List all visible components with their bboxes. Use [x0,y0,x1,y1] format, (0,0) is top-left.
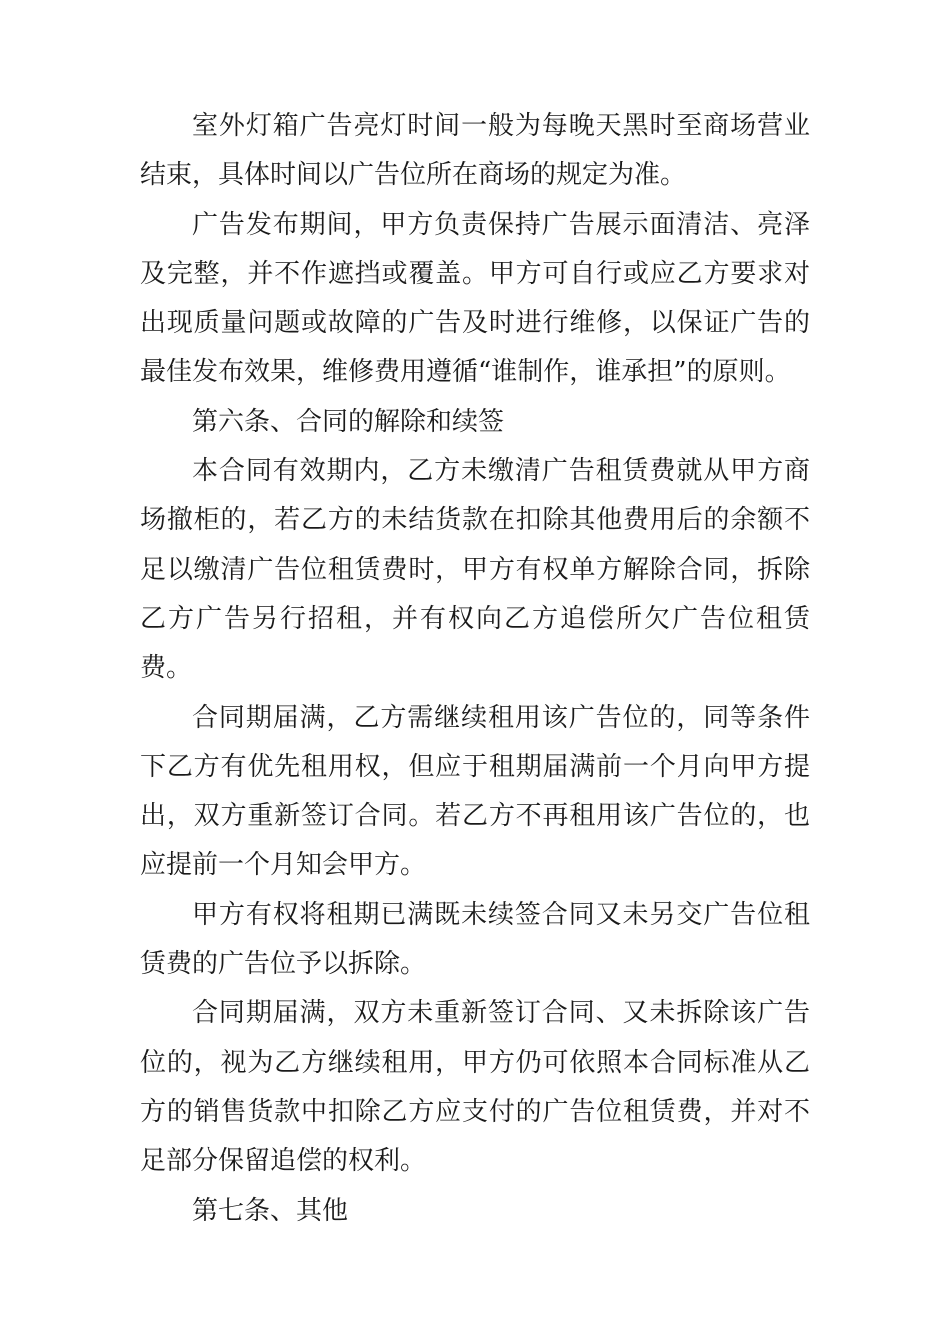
section-heading-article-7: 第七条、其他 [192,1195,349,1226]
paragraph-renewal: 合同期届满，乙方需继续租用该广告位的，同等条件下乙方有优先租用权，但应于租期届满前一个月向甲方提出，双方重新签订合同。若乙方不再租用该广告位的，也应提前一个月知会甲方。 [140,702,810,881]
document-body [140,102,810,1236]
paragraph-maintenance: 广告发布期间，甲方负责保持广告展示面清洁、亮泽及完整，并不作遮挡或覆盖。甲方可自行或应乙方要求对出现质量问题或故障的广告及时进行维修，以保证广告的最佳发布效果，维修费用遵循“谁制作，谁承担”的原则。 [140,209,810,388]
paragraph-lighting-hours: 室外灯箱广告亮灯时间一般为每晚天黑时至商场营业结束，具体时间以广告位所在商场的规定为准。 [140,111,810,191]
section-heading-article-6: 第六条、合同的解除和续签 [192,406,505,437]
paragraph-removal: 甲方有权将租期已满既未续签合同又未另交广告位租赁费的广告位予以拆除。 [140,899,810,980]
paragraph-continued-lease: 合同期届满，双方未重新签订合同、又未拆除该广告位的，视为乙方继续租用，甲方仍可依照本合同标准从乙方的销售货款中扣除乙方应支付的广告位租赁费，并对不足部分保留追偿的权利。 [140,998,810,1177]
paragraph-termination: 本合同有效期内，乙方未缴清广告租赁费就从甲方商场撤柜的，若乙方的未结货款在扣除其他费用后的余额不足以缴清广告位租赁费时，甲方有权单方解除合同，拆除乙方广告另行招租，并有权向乙方追偿所欠广告位租赁费。 [140,456,810,684]
